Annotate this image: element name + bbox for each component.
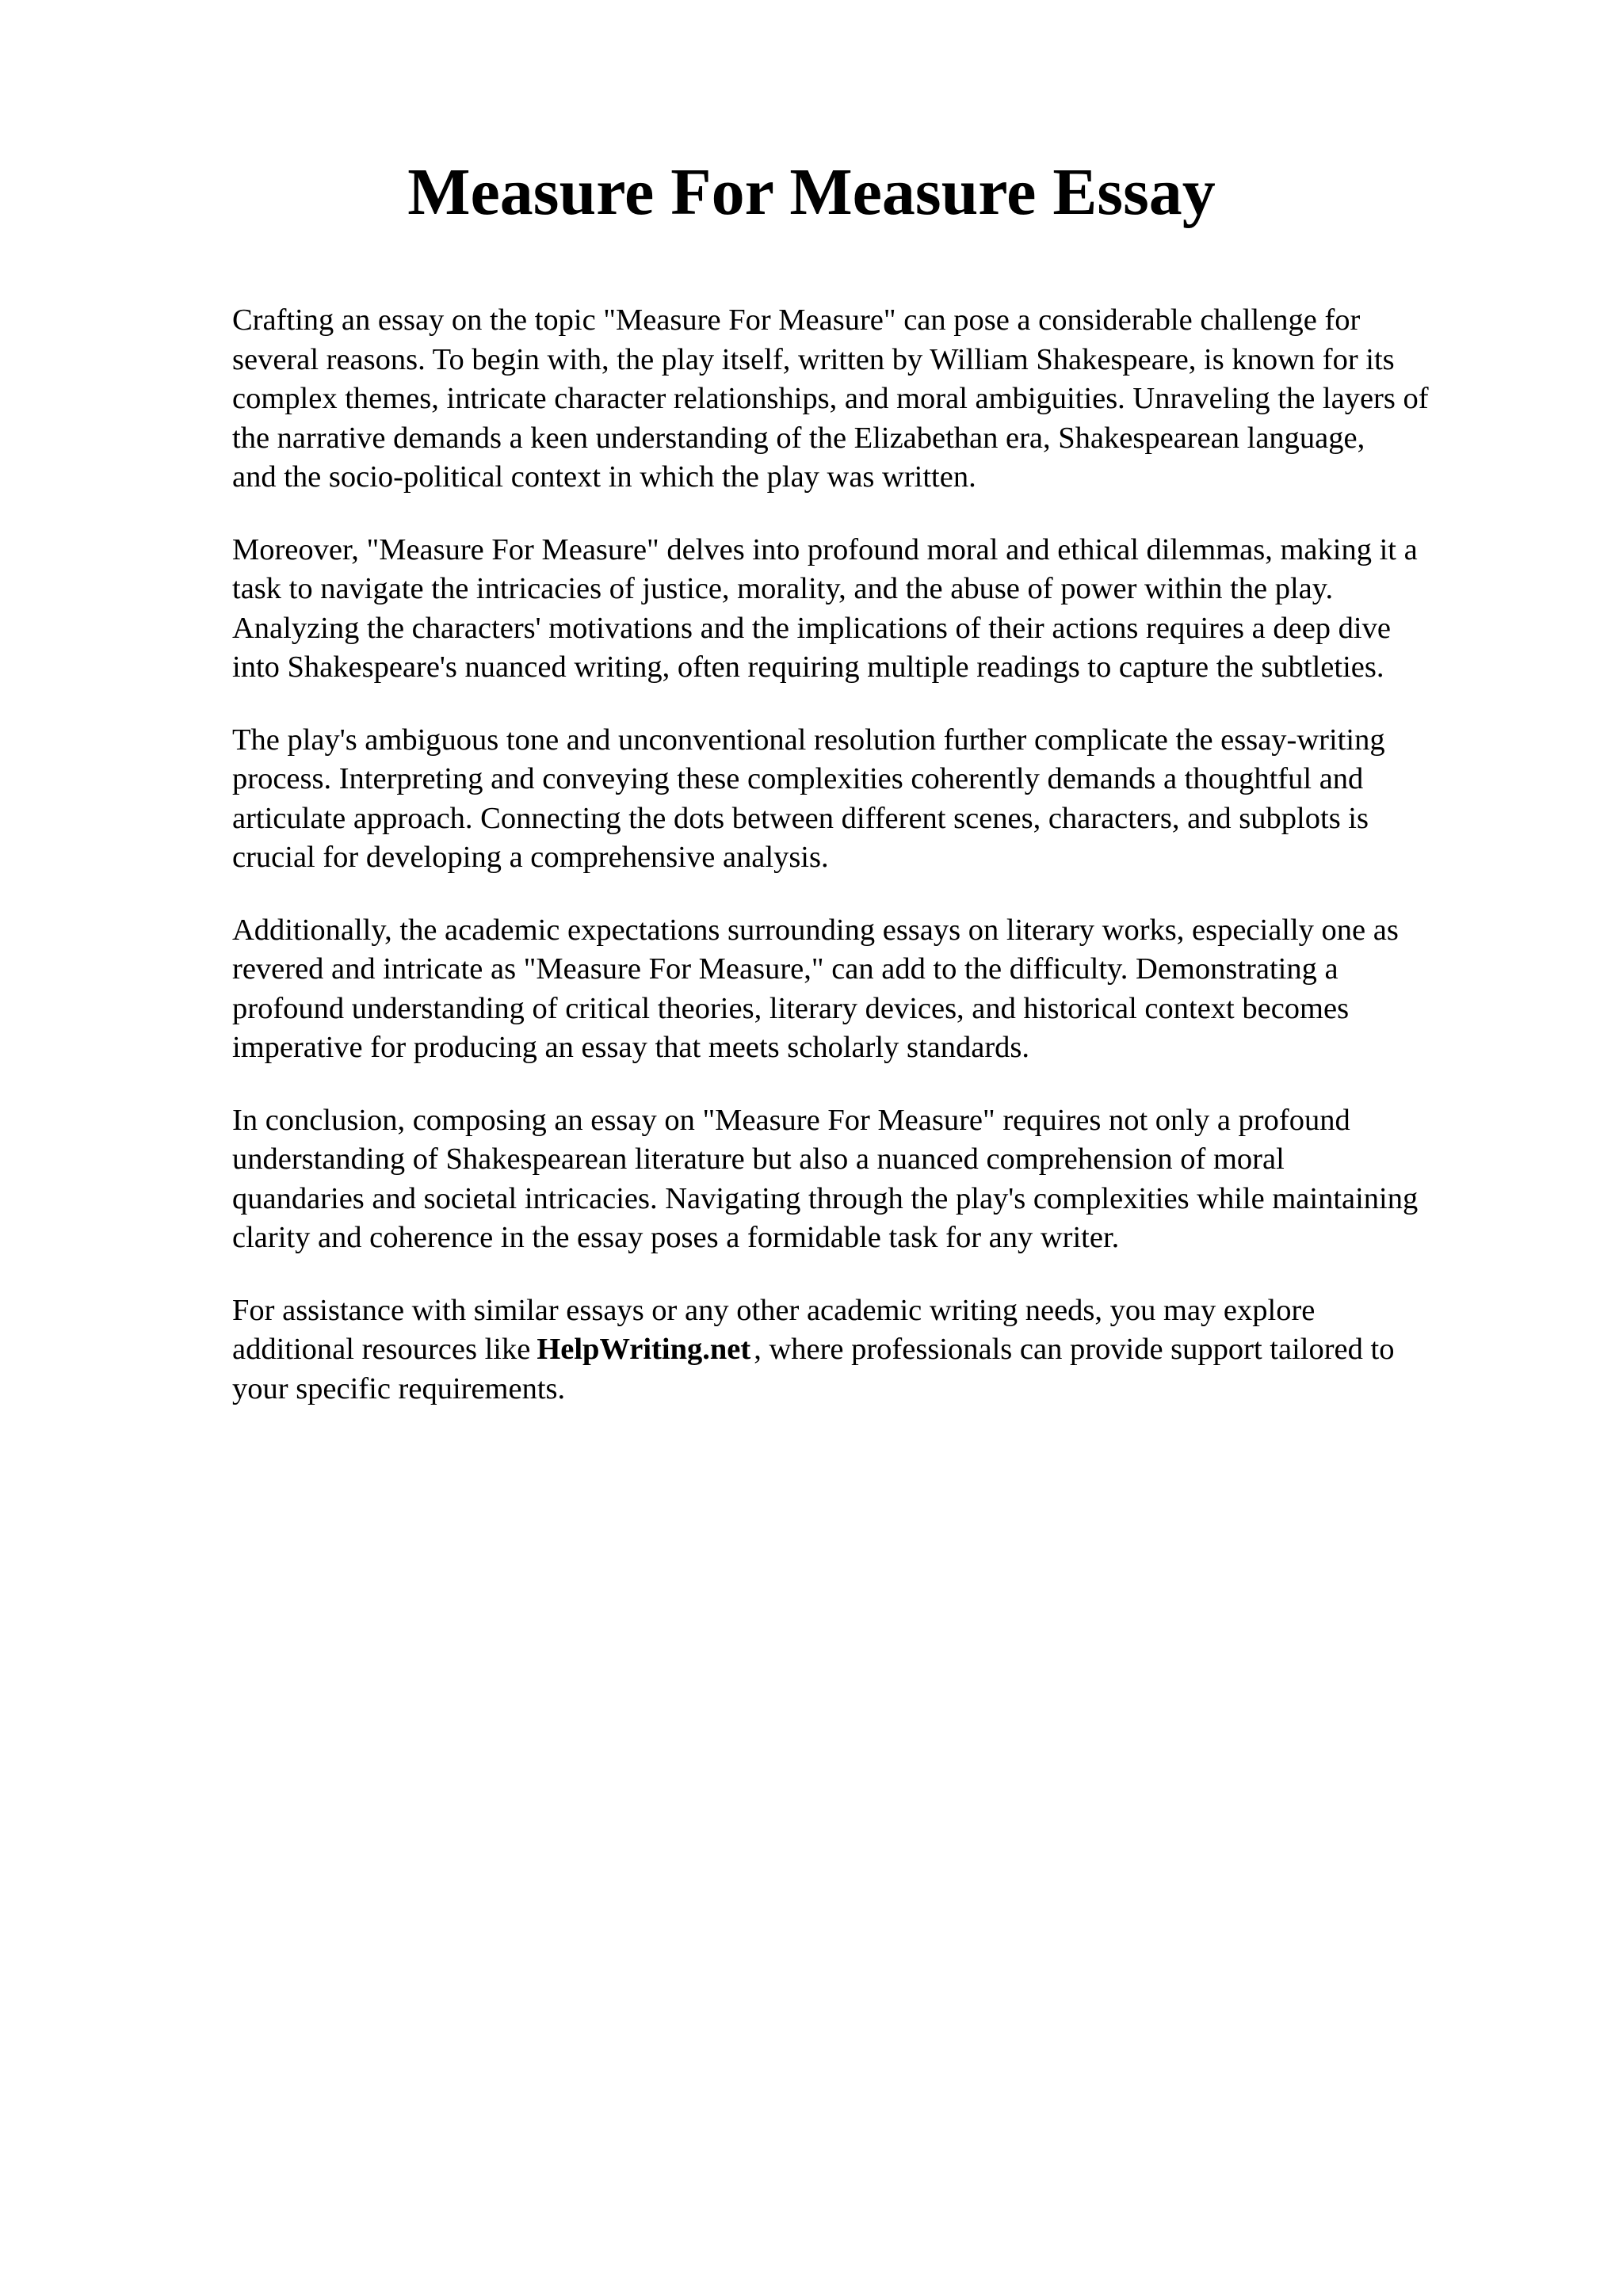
paragraph-4 <box>232 911 1532 1068</box>
text-line: quandaries and societal intricacies. Navigating through the play's complexities while maintaining <box>232 1181 1419 1215</box>
text-line: your specific requirements. <box>232 1371 566 1405</box>
page-title: Measure For Measure Essay <box>407 155 1216 229</box>
text-line: Additionally, the academic expectations surrounding essays on literary works, especially one as <box>232 913 1399 947</box>
text-line: articulate approach. Connecting the dots between different scenes, characters, and subplots is <box>232 801 1369 835</box>
text-line: For assistance with similar essays or any other academic writing needs, you may explore <box>232 1293 1316 1327</box>
closing-text-before-link: additional resources like <box>232 1333 531 1366</box>
text-line: In conclusion, composing an essay on "Measure For Measure" requires not only a profound <box>232 1103 1350 1137</box>
text-line <box>232 1330 1532 1370</box>
text-line: Moreover, "Measure For Measure" delves into profound moral and ethical dilemmas, making it a <box>232 532 1418 566</box>
text-line: the narrative demands a keen understanding of the Elizabethan era, Shakespearean language, <box>232 421 1365 455</box>
text-line: complex themes, intricate character relationships, and moral ambiguities. Unraveling the layers of <box>232 382 1429 415</box>
paragraph-5 <box>232 1101 1532 1258</box>
helpwriting-link[interactable]: HelpWriting.net <box>537 1333 751 1366</box>
text-line: Crafting an essay on the topic "Measure For Measure" can pose a considerable challenge for <box>232 303 1361 337</box>
text-line: task to navigate the intricacies of justice, morality, and the abuse of power within the play. <box>232 572 1334 605</box>
closing-paragraph <box>232 1291 1532 1409</box>
essay-body <box>232 301 1532 1442</box>
text-line: The play's ambiguous tone and unconventional resolution further complicate the essay-writing <box>232 723 1385 757</box>
closing-text-after-link: , where professionals can provide support tailored to <box>754 1333 1395 1366</box>
paragraph-1 <box>232 301 1532 498</box>
text-line: clarity and coherence in the essay poses a formidable task for any writer. <box>232 1221 1120 1254</box>
paragraph-3 <box>232 721 1532 878</box>
text-line: process. Interpreting and conveying these complexities coherently demands a thoughtful and <box>232 762 1364 795</box>
paragraph-2 <box>232 531 1532 688</box>
text-line: understanding of Shakespearean literature but also a nuanced comprehension of moral <box>232 1142 1285 1176</box>
text-line: Analyzing the characters' motivations and the implications of their actions requires a deep dive <box>232 611 1391 645</box>
text-line: profound understanding of critical theories, literary devices, and historical context becomes <box>232 991 1350 1025</box>
text-line: several reasons. To begin with, the play itself, written by William Shakespeare, is known for its <box>232 342 1395 376</box>
text-line: into Shakespeare's nuanced writing, often requiring multiple readings to capture the subtleties. <box>232 650 1384 684</box>
text-line: revered and intricate as "Measure For Measure," can add to the difficulty. Demonstrating a <box>232 952 1338 986</box>
text-line: imperative for producing an essay that meets scholarly standards. <box>232 1031 1030 1064</box>
text-line: crucial for developing a comprehensive analysis. <box>232 841 829 874</box>
text-line: and the socio-political context in which the play was written. <box>232 460 976 494</box>
